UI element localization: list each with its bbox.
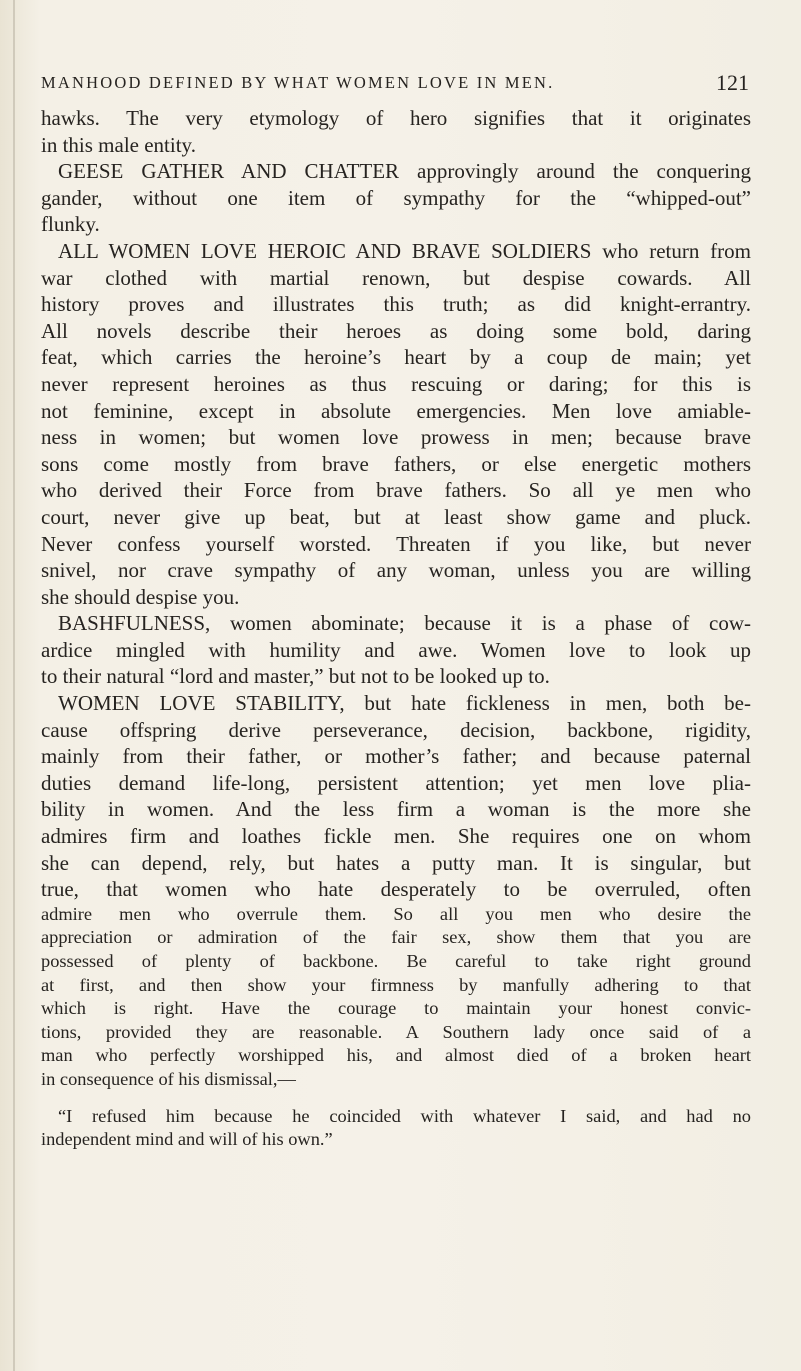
text-line: All novels describe their heroes as doing some bold, daring <box>41 318 751 343</box>
text-line: admires firm and loathes fickle men. She requires one on whom <box>41 824 751 849</box>
page-header <box>41 70 749 101</box>
text-line: mainly from their father, or mother’s father; and because paternal <box>41 744 751 769</box>
small-text-line: admire men who overrule them. So all you men who desire the <box>41 903 751 924</box>
text-line: Never confess yourself worsted. Threaten if you like, but never <box>41 531 751 556</box>
text-line: court, never give up beat, but at least show game and pluck. <box>41 504 751 529</box>
small-text-line: appreciation or admiration of the fair sex, show them that you are <box>41 927 751 948</box>
text-line: war clothed with martial renown, but despise cowards. All <box>41 265 751 290</box>
small-text-line: tions, provided they are reasonable. A Southern lady once said of a <box>41 1021 751 1042</box>
text-line: sons come mostly from brave fathers, or else energetic mothers <box>41 451 751 476</box>
text-line: to their natural “lord and master,” but not to be looked up to. <box>41 664 550 689</box>
running-head: MANHOOD DEFINED BY WHAT WOMEN LOVE IN MEN. <box>41 73 555 92</box>
text-line: not feminine, except in absolute emergencies. Men love amiable- <box>41 398 751 423</box>
small-text-line: at first, and then show your firmness by manfully adhering to that <box>41 974 751 995</box>
text-line: never represent heroines as thus rescuing or daring; for this is <box>41 371 751 396</box>
text-line: who derived their Force from brave fathers. So all ye men who <box>41 478 751 503</box>
text-line: cause offspring derive perseverance, decision, backbone, rigidity, <box>41 717 751 742</box>
text-line: she should despise you. <box>41 584 240 609</box>
text-line: in this male entity. <box>41 132 196 157</box>
small-text-line: man who perfectly worshipped his, and almost died of a broken heart <box>41 1045 751 1066</box>
gutter-shadow <box>13 0 15 1371</box>
quote-line: “I refused him because he coincided with whatever I said, and had no <box>58 1105 751 1126</box>
text-line: snivel, nor crave sympathy of any woman, unless you are willing <box>41 558 751 583</box>
text-line: true, that women who hate desperately to be overruled, often <box>41 877 751 902</box>
text-line: duties demand life-long, persistent attention; yet men love plia- <box>41 770 751 795</box>
page-number: 121 <box>716 70 749 95</box>
text-line: bility in women. And the less firm a woman is the more she <box>41 797 751 822</box>
text-line: ness in women; but women love prowess in men; because brave <box>41 425 751 450</box>
small-text-line: in consequence of his dismissal,— <box>41 1068 296 1089</box>
paragraph-gap <box>41 1092 751 1105</box>
text-line: flunky. <box>41 212 100 237</box>
text-line: BASHFULNESS, women abominate; because it is a phase of cow- <box>58 611 751 636</box>
body-text <box>41 105 751 1152</box>
text-line: GEESE GATHER AND CHATTER approvingly around the conquering <box>58 159 751 184</box>
quote-line: independent mind and will of his own.” <box>41 1129 333 1150</box>
text-line: gander, without one item of sympathy for the “whipped-out” <box>41 185 751 210</box>
text-line: hawks. The very etymology of hero signifies that it originates <box>41 106 751 130</box>
text-line: she can depend, rely, but hates a putty man. It is singular, but <box>41 850 751 875</box>
text-line: feat, which carries the heroine’s heart by a coup de main; yet <box>41 345 751 370</box>
small-text-line: which is right. Have the courage to maintain your honest convic- <box>41 998 751 1019</box>
text-line: ardice mingled with humility and awe. Women love to look up <box>41 637 751 662</box>
text-line: ALL WOMEN LOVE HEROIC AND BRAVE SOLDIERS who return from <box>58 238 751 263</box>
small-text-line: possessed of plenty of backbone. Be careful to take right ground <box>41 951 751 971</box>
text-line: history proves and illustrates this truth; as did knight-errantry. <box>41 292 751 317</box>
text-line: WOMEN LOVE STABILITY, but hate fickleness in men, both be- <box>58 691 751 716</box>
